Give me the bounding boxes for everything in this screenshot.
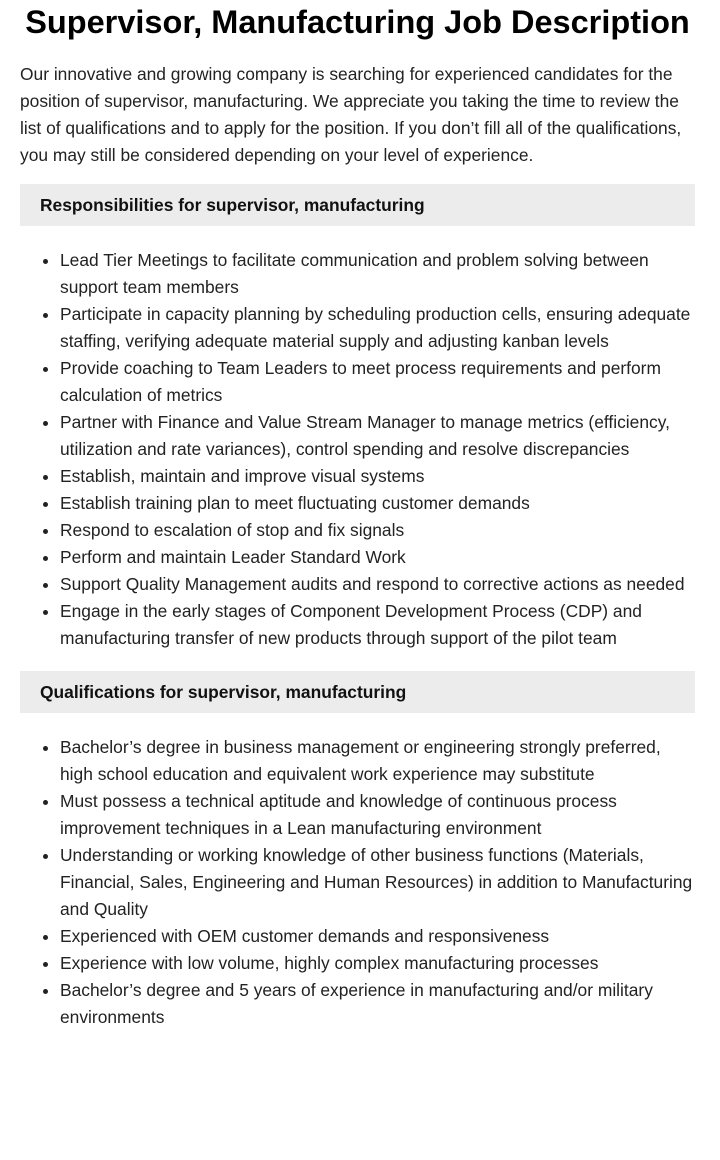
list-item: • Support Quality Management audits and respond to corrective actions as needed [60,571,695,598]
list-item: • Must possess a technical aptitude and knowledge of continuous process improvement techniques in a Lean manufacturing environment [60,788,695,842]
list-item: • Partner with Finance and Value Stream Manager to manage metrics (efficiency, utilization and rate variances), control spending and resolve discrepancies [60,409,695,463]
list-item: • Understanding or working knowledge of other business functions (Materials, Financial, Sales, Engineering and Human Resources) in addition to Manufacturing and Quality [60,842,695,923]
qualifications-heading: Qualifications for supervisor, manufacturing [20,671,695,713]
list-item: • Establish, maintain and improve visual systems [60,463,695,490]
list-item: • Respond to escalation of stop and fix signals [60,517,695,544]
list-item: • Engage in the early stages of Component Development Process (CDP) and manufacturing transfer of new products through support of the pilot team [60,598,695,652]
list-item: • Experienced with OEM customer demands and responsiveness [60,923,695,950]
list-item: • Perform and maintain Leader Standard Work [60,544,695,571]
intro-paragraph: Our innovative and growing company is searching for experienced candidates for the position of supervisor, manufacturing. We appreciate you taking the time to review the list of qualifications and to apply for the position. If you don’t fill all of the qualifications, you may still be considered depending on your level of experience. [20,64,682,165]
list-item: • Bachelor’s degree and 5 years of experience in manufacturing and/or military environments [60,977,695,1031]
list-item: • Participate in capacity planning by scheduling production cells, ensuring adequate staffing, verifying adequate material supply and adjusting kanban levels [60,301,695,355]
page-title: Supervisor, Manufacturing Job Description [25,4,690,40]
responsibilities-heading: Responsibilities for supervisor, manufacturing [20,184,695,226]
list-item: • Establish training plan to meet fluctuating customer demands [60,490,695,517]
list-item: • Bachelor’s degree in business management or engineering strongly preferred, high school education and equivalent work experience may substitute [60,734,695,788]
qualifications-list [20,734,695,1031]
list-item: • Provide coaching to Team Leaders to meet process requirements and perform calculation of metrics [60,355,695,409]
responsibilities-list [20,247,695,652]
list-item: • Experience with low volume, highly complex manufacturing processes [60,950,695,977]
list-item: • Lead Tier Meetings to facilitate communication and problem solving between support team members [60,247,695,301]
